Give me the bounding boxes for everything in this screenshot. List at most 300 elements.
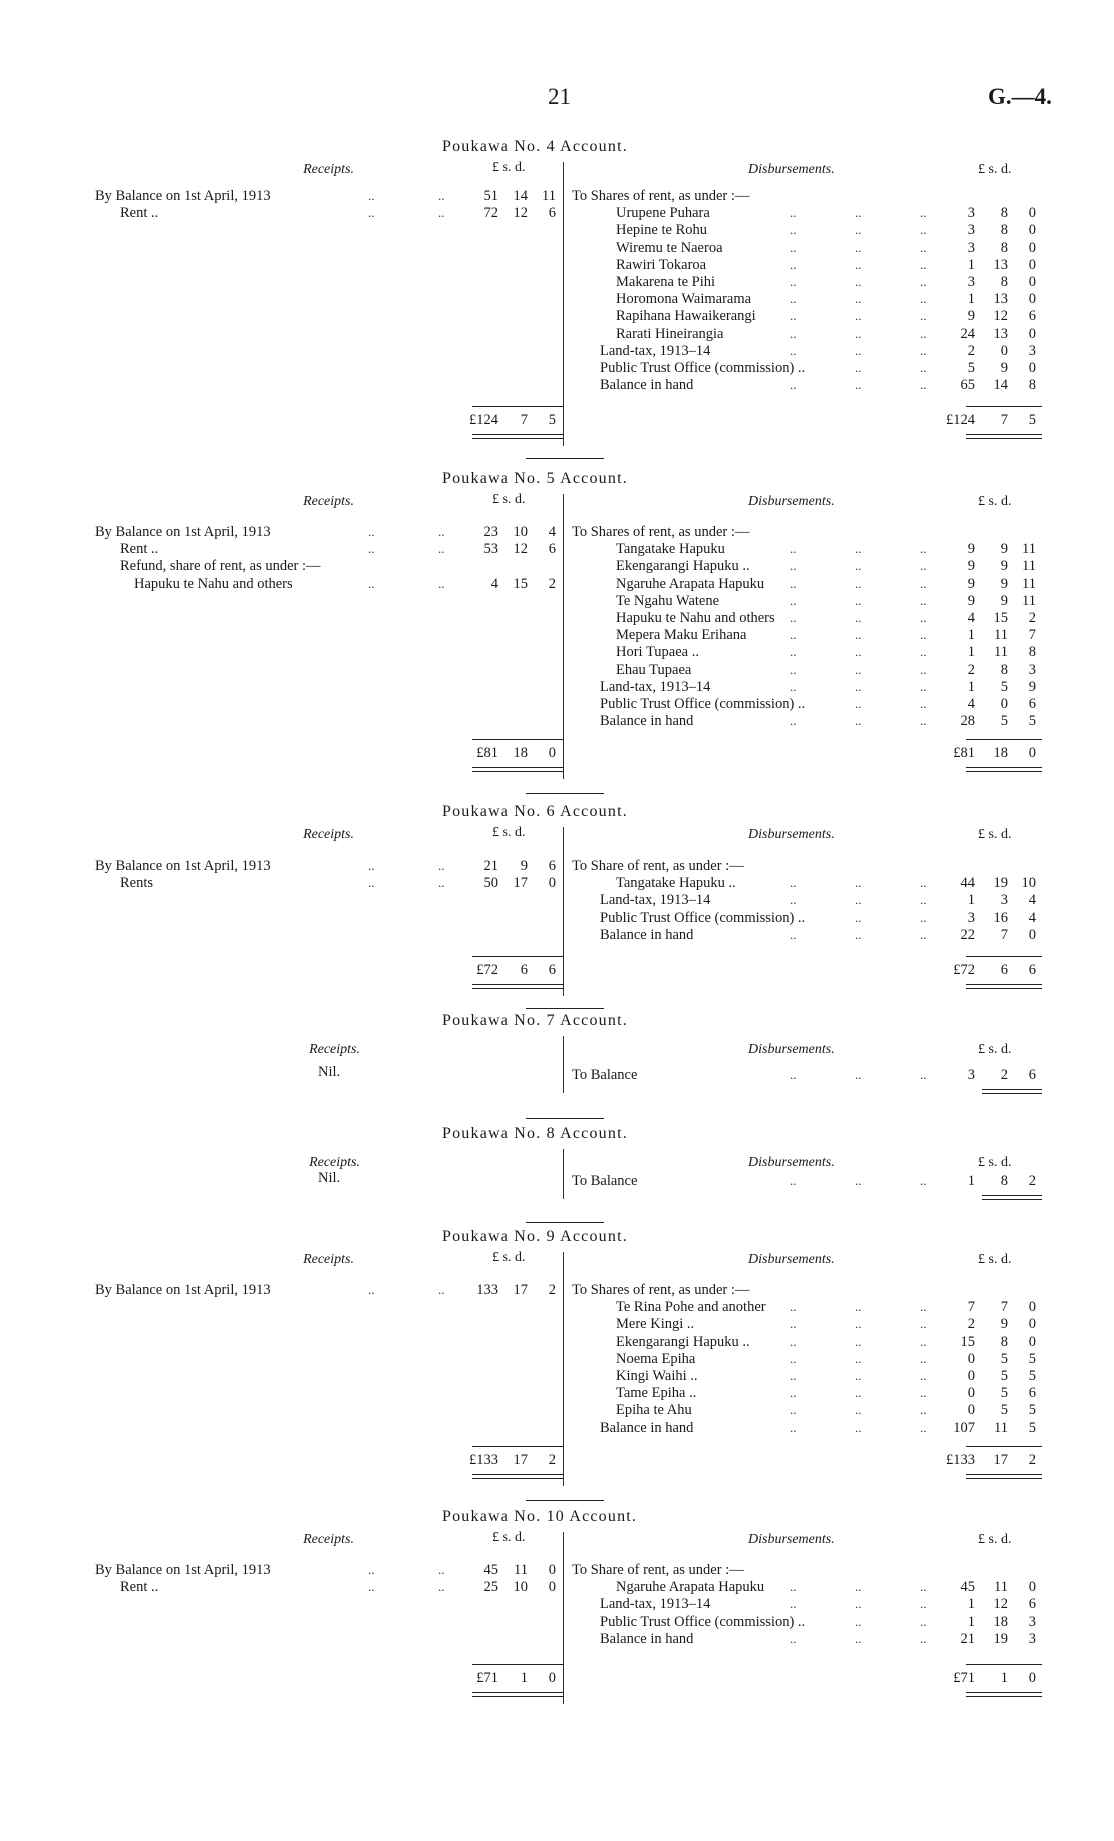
leader-dots: .. [790,1067,797,1082]
disbursements-total-pounds: £81 [953,745,975,761]
disbursements-total-pence: 2 [1028,1452,1036,1468]
receipts-total-pence: 5 [548,412,556,428]
leader-dots: .. [790,1316,797,1332]
disbursement-amount-pounds: 0 [967,1385,975,1402]
receipt-label: Rents [120,875,154,892]
receipt-label: Rent .. [120,205,159,222]
section-separator [526,1500,604,1501]
leader-dots: .. [855,644,862,660]
disbursement-amount-shillings: 12 [993,1596,1008,1613]
leader-dots: .. [855,592,862,608]
leader-dots: .. [920,575,927,591]
leader-dots: .. [438,1282,445,1297]
disbursement-label: Ehau Tupaea [616,661,692,678]
receipts-money-heading: £ s. d. [492,825,526,840]
leader-dots: .. [855,678,862,694]
leader-dots: .. [368,575,375,591]
leader-dots: .. [438,575,445,591]
disbursement-label: Noema Epiha [616,1350,696,1367]
disbursement-amount-pence: 8 [1028,377,1036,394]
disbursement-label: Mere Kingi .. [616,1316,695,1333]
disbursement-amount-pence: 6 [1028,1385,1036,1402]
disbursement-amount-pounds: 15 [960,1333,975,1350]
receipt-amount-pence: 2 [548,1282,556,1298]
receipt-amount-shillings: 12 [513,205,528,222]
leader-dots: .. [855,274,862,289]
disbursement-label: Hori Tupaea .. [616,644,699,661]
leader-dots: .. [790,291,797,307]
disbursement-amount-pence: 0 [1028,1316,1036,1333]
disbursement-label: Public Trust Office (commission) .. [600,1613,806,1630]
disbursement-amount-shillings: 3 [1000,892,1008,909]
receipt-label: By Balance on 1st April, 1913 [95,524,271,540]
leader-dots: .. [790,1402,797,1418]
receipts-heading: Receipts. [309,1155,360,1170]
disbursement-label: Land-tax, 1913–14 [600,1596,711,1613]
disbursement-amount-pounds: 1 [967,644,975,661]
leader-dots: .. [920,222,927,238]
disbursement-amount-shillings: 14 [993,377,1008,394]
disbursement-amount-pence: 0 [1028,926,1036,943]
disbursement-label: Balance in hand [600,1630,694,1647]
receipt-label: Refund, share of rent, as under :— [120,558,321,575]
leader-dots: .. [790,541,797,557]
leader-dots: .. [855,875,862,891]
disbursement-amount-shillings: 8 [1000,661,1008,678]
leader-dots: .. [855,291,862,307]
leader-dots: .. [920,892,927,908]
disbursement-amount-pounds: 1 [967,1173,975,1189]
disbursement-amount-pence: 7 [1028,627,1036,644]
disbursement-amount-pence: 0 [1028,256,1036,273]
leader-dots: .. [438,875,445,891]
receipt-amount-pounds: 25 [483,1579,498,1596]
disbursement-amount-pounds: 5 [967,360,975,376]
disbursement-amount-shillings: 8 [1000,239,1008,256]
disbursement-label: Te Rina Pohe and another [616,1299,766,1316]
leader-dots: .. [790,892,797,908]
disbursement-amount-pence: 0 [1028,274,1036,290]
leader-dots: .. [790,678,797,694]
leader-dots: .. [855,1385,862,1401]
disbursement-amount-pounds: 9 [967,558,975,575]
disbursements-total-shillings: 18 [993,745,1008,761]
leader-dots: .. [855,610,862,625]
leader-dots: .. [855,1333,862,1349]
receipt-label: By Balance on 1st April, 1913 [95,1282,271,1298]
disbursement-amount-shillings: 9 [1000,541,1008,558]
disbursement-amount-shillings: 8 [1000,205,1008,222]
disbursements-heading: Disbursements. [748,1252,835,1267]
double-underline [982,1195,1042,1200]
disbursement-label: Land-tax, 1913–14 [600,678,711,695]
disbursement-amount-pence: 4 [1028,909,1036,926]
leader-dots: .. [855,713,862,729]
double-underline [966,1692,1042,1697]
total-rule [966,956,1042,957]
disbursement-amount-pence: 2 [1028,1173,1036,1189]
disbursement-label: Ekengarangi Hapuku .. [616,1333,750,1350]
disbursements-money-heading: £ s. d. [978,494,1012,509]
leader-dots: .. [790,342,797,358]
disbursement-amount-shillings: 13 [993,325,1008,342]
disbursement-amount-shillings: 2 [1000,1067,1008,1083]
receipt-amount-pence: 6 [548,858,556,874]
receipt-amount-pounds: 133 [476,1282,498,1298]
disbursement-amount-pounds: 0 [967,1350,975,1367]
disbursements-heading: Disbursements. [748,162,835,177]
receipt-amount-shillings: 15 [513,575,528,592]
total-rule [966,1446,1042,1447]
receipts-total-pence: 6 [548,962,556,978]
disbursement-amount-pence: 3 [1028,661,1036,678]
receipts-total-shillings: 7 [520,412,528,428]
leader-dots: .. [855,909,862,925]
disbursement-amount-pounds: 9 [967,575,975,592]
leader-dots: .. [920,696,927,711]
leader-dots: .. [855,239,862,255]
leader-dots: .. [920,909,927,925]
disbursements-money-heading: £ s. d. [978,162,1012,177]
disbursement-amount-pence: 6 [1028,1067,1036,1083]
disbursement-amount-pence: 0 [1028,291,1036,308]
receipt-amount-shillings: 11 [514,1562,528,1578]
leader-dots: .. [855,1299,862,1315]
disbursement-label: To Shares of rent, as under :— [572,1282,750,1298]
disbursement-label: Makarena te Pihi [616,274,716,290]
receipt-amount-pounds: 50 [483,875,498,892]
disbursement-amount-pounds: 2 [967,342,975,359]
leader-dots: .. [855,325,862,341]
disbursement-amount-pounds: 9 [967,308,975,325]
receipt-amount-pence: 2 [548,575,556,592]
receipt-amount-pounds: 72 [483,205,498,222]
receipt-amount-pence: 4 [548,524,556,540]
receipts-total-shillings: 1 [520,1670,528,1686]
receipts-total-pounds: £72 [476,962,498,978]
leader-dots: .. [920,1368,927,1383]
receipt-label: By Balance on 1st April, 1913 [95,858,271,874]
disbursement-label: Public Trust Office (commission) .. [600,909,806,926]
column-divider [563,827,564,996]
section-separator [526,1008,604,1009]
leader-dots: .. [920,1579,927,1595]
double-underline [982,1089,1042,1094]
leader-dots: .. [855,1419,862,1435]
disbursement-amount-pence: 0 [1028,239,1036,256]
disbursement-amount-pounds: 2 [967,661,975,678]
receipts-total-shillings: 6 [520,962,528,978]
leader-dots: .. [920,360,927,375]
disbursement-label: Mepera Maku Erihana [616,627,747,644]
leader-dots: .. [438,205,445,221]
disbursement-amount-pounds: 107 [953,1419,975,1436]
disbursement-amount-pounds: 65 [960,377,975,394]
disbursement-label: Ngaruhe Arapata Hapuku [616,575,765,592]
disbursements-total-pence: 6 [1028,962,1036,978]
column-divider [563,1252,564,1486]
leader-dots: .. [920,678,927,694]
disbursement-amount-pounds: 3 [967,909,975,926]
disbursement-amount-pence: 11 [1022,592,1036,609]
leader-dots: .. [790,222,797,238]
receipt-amount-shillings: 12 [513,541,528,558]
leader-dots: .. [790,661,797,677]
receipt-amount-pence: 6 [548,541,556,558]
leader-dots: .. [438,858,445,873]
receipts-heading: Receipts. [303,1532,354,1547]
leader-dots: .. [920,558,927,574]
leader-dots: .. [920,875,927,891]
disbursement-amount-pounds: 4 [967,610,975,626]
leader-dots: .. [438,188,445,203]
disbursement-amount-pence: 5 [1028,1419,1036,1436]
disbursement-amount-shillings: 13 [993,256,1008,273]
leader-dots: .. [920,1613,927,1629]
disbursement-label: Epiha te Ahu [616,1402,692,1419]
receipt-amount-pence: 11 [542,188,556,204]
disbursement-amount-shillings: 19 [993,1630,1008,1647]
double-underline [472,1474,564,1479]
leader-dots: .. [855,661,862,677]
disbursement-amount-shillings: 0 [1000,342,1008,359]
disbursements-total-shillings: 7 [1000,412,1008,428]
disbursement-amount-pounds: 4 [967,696,975,712]
column-divider [563,1532,564,1704]
total-rule [966,406,1042,407]
disbursement-label: Public Trust Office (commission) .. [600,696,806,712]
disbursement-amount-pounds: 1 [967,1613,975,1630]
disbursement-amount-pence: 9 [1028,678,1036,695]
double-underline [472,984,564,989]
leader-dots: .. [920,239,927,255]
leader-dots: .. [790,256,797,272]
disbursement-amount-pounds: 7 [967,1299,975,1316]
disbursements-total-pounds: £124 [946,412,975,428]
disbursements-total-pence: 0 [1028,1670,1036,1686]
disbursement-amount-shillings: 11 [994,644,1008,661]
double-underline [966,1474,1042,1479]
disbursement-label: Land-tax, 1913–14 [600,342,711,359]
disbursement-label: Balance in hand [600,1419,694,1436]
disbursement-amount-shillings: 8 [1000,222,1008,239]
receipts-nil: Nil. [318,1170,341,1186]
disbursement-amount-shillings: 8 [1000,1173,1008,1189]
disbursement-amount-pounds: 3 [967,274,975,290]
receipt-amount-shillings: 14 [513,188,528,204]
disbursement-amount-pounds: 9 [967,541,975,558]
leader-dots: .. [368,541,375,557]
disbursement-amount-shillings: 13 [993,291,1008,308]
disbursement-amount-shillings: 5 [1000,1402,1008,1419]
leader-dots: .. [855,1613,862,1629]
disbursement-amount-pounds: 3 [967,239,975,256]
section-separator [526,1118,604,1119]
receipt-amount-shillings: 10 [513,1579,528,1596]
disbursement-amount-pence: 5 [1028,1368,1036,1384]
disbursement-amount-pounds: 9 [967,592,975,609]
disbursement-label: Rawiri Tokaroa [616,256,707,273]
disbursement-label: Balance in hand [600,377,694,394]
page-number: 21 [548,84,571,109]
disbursement-amount-shillings: 16 [993,909,1008,926]
leader-dots: .. [855,1316,862,1332]
disbursement-amount-pence: 0 [1028,360,1036,376]
leader-dots: .. [855,1067,862,1082]
receipt-amount-pounds: 53 [483,541,498,558]
disbursement-amount-pence: 3 [1028,1630,1036,1647]
leader-dots: .. [438,1562,445,1577]
receipts-total-shillings: 17 [513,1452,528,1468]
leader-dots: .. [855,342,862,358]
document-reference: G.—4. [988,84,1052,109]
leader-dots: .. [855,926,862,942]
disbursement-amount-pounds: 1 [967,1596,975,1613]
disbursement-amount-pence: 10 [1021,875,1036,892]
total-rule [472,406,564,407]
disbursement-amount-shillings: 12 [993,308,1008,325]
disbursement-label: Urupene Puhara [616,205,710,222]
receipt-amount-pounds: 45 [483,1562,498,1578]
disbursements-total-pounds: £72 [953,962,975,978]
receipts-money-heading: £ s. d. [492,492,526,507]
disbursement-amount-pence: 5 [1028,1350,1036,1367]
receipt-amount-pounds: 51 [483,188,498,204]
leader-dots: .. [920,1299,927,1315]
leader-dots: .. [368,524,375,539]
disbursements-heading: Disbursements. [748,827,835,842]
disbursement-label: Land-tax, 1913–14 [600,892,711,909]
leader-dots: .. [790,926,797,942]
disbursements-money-heading: £ s. d. [978,1042,1012,1057]
double-underline [966,984,1042,989]
column-divider [563,1149,564,1199]
disbursement-amount-shillings: 19 [993,875,1008,892]
double-underline [472,434,564,439]
disbursement-amount-shillings: 5 [1000,1350,1008,1367]
leader-dots: .. [855,1350,862,1366]
disbursement-amount-pence: 5 [1028,1402,1036,1419]
disbursement-amount-shillings: 9 [1000,575,1008,592]
leader-dots: .. [920,1350,927,1366]
disbursement-label: Tangatake Hapuku .. [616,875,736,892]
disbursement-amount-pence: 0 [1028,1579,1036,1596]
disbursements-total-pounds: £133 [946,1452,975,1468]
leader-dots: .. [855,627,862,643]
disbursement-label: To Balance [572,1067,638,1083]
disbursements-total-shillings: 17 [993,1452,1008,1468]
leader-dots: .. [920,342,927,358]
disbursement-amount-pounds: 1 [967,291,975,308]
disbursement-amount-shillings: 5 [1000,678,1008,695]
receipts-total-shillings: 18 [513,745,528,761]
leader-dots: .. [790,1579,797,1595]
disbursement-label: Wiremu te Naeroa [616,239,723,256]
disbursement-amount-pounds: 22 [960,926,975,943]
disbursement-label: Hapuku te Nahu and others [616,610,775,626]
receipts-heading: Receipts. [303,494,354,509]
leader-dots: .. [920,713,927,729]
disbursement-amount-shillings: 8 [1000,274,1008,290]
disbursement-amount-pounds: 0 [967,1402,975,1419]
leader-dots: .. [790,558,797,574]
disbursements-heading: Disbursements. [748,1155,835,1170]
leader-dots: .. [920,1333,927,1349]
column-divider [563,494,564,779]
leader-dots: .. [855,205,862,221]
double-underline [966,767,1042,772]
disbursement-amount-pounds: 45 [960,1579,975,1596]
leader-dots: .. [368,1579,375,1595]
leader-dots: .. [920,1630,927,1646]
leader-dots: .. [790,308,797,324]
disbursements-heading: Disbursements. [748,1532,835,1547]
disbursement-amount-shillings: 5 [1000,1368,1008,1384]
disbursement-amount-shillings: 7 [1000,926,1008,943]
leader-dots: .. [920,291,927,307]
total-rule [472,1664,564,1665]
disbursement-amount-pence: 0 [1028,1333,1036,1350]
leader-dots: .. [790,875,797,891]
leader-dots: .. [855,892,862,908]
receipt-amount-pence: 0 [548,1562,556,1578]
receipt-amount-shillings: 10 [513,524,528,540]
disbursement-label: Balance in hand [600,713,694,730]
disbursement-amount-shillings: 15 [993,610,1008,626]
leader-dots: .. [920,541,927,557]
receipts-heading: Receipts. [309,1042,360,1057]
leader-dots: .. [855,308,862,324]
disbursement-amount-shillings: 8 [1000,1333,1008,1350]
disbursement-label: Ekengarangi Hapuku .. [616,558,750,575]
receipts-total-pounds: £71 [476,1670,498,1686]
leader-dots: .. [920,592,927,608]
disbursement-amount-shillings: 9 [1000,592,1008,609]
section-separator [526,1222,604,1223]
disbursement-label: Horomona Waimarama [616,291,752,308]
disbursement-amount-pence: 0 [1028,205,1036,222]
leader-dots: .. [438,1579,445,1595]
receipt-label: Hapuku te Nahu and others [134,575,293,592]
receipt-label: Rent .. [120,541,159,558]
leader-dots: .. [790,575,797,591]
disbursements-total-pence: 0 [1028,745,1036,761]
receipts-nil: Nil. [318,1064,341,1080]
leader-dots: .. [790,377,797,393]
disbursement-amount-pounds: 3 [967,222,975,239]
leader-dots: .. [920,926,927,942]
disbursement-amount-shillings: 11 [994,627,1008,644]
leader-dots: .. [920,274,927,289]
disbursement-amount-shillings: 18 [993,1613,1008,1630]
disbursement-amount-pounds: 3 [967,205,975,222]
disbursement-amount-shillings: 9 [1000,360,1008,376]
disbursement-amount-pounds: 1 [967,678,975,695]
column-divider [563,162,564,446]
disbursements-money-heading: £ s. d. [978,1155,1012,1170]
leader-dots: .. [368,188,375,203]
disbursement-amount-shillings: 9 [1000,558,1008,575]
disbursement-label: Rapihana Hawaikerangi [616,308,756,325]
receipts-money-heading: £ s. d. [492,1530,526,1545]
receipt-label: By Balance on 1st April, 1913 [95,188,271,204]
disbursement-label: Rarati Hineirangia [616,325,724,342]
receipts-total-pence: 0 [548,745,556,761]
disbursement-amount-pence: 8 [1028,644,1036,661]
leader-dots: .. [920,325,927,341]
disbursement-amount-pounds: 0 [967,1368,975,1384]
leader-dots: .. [855,696,862,711]
